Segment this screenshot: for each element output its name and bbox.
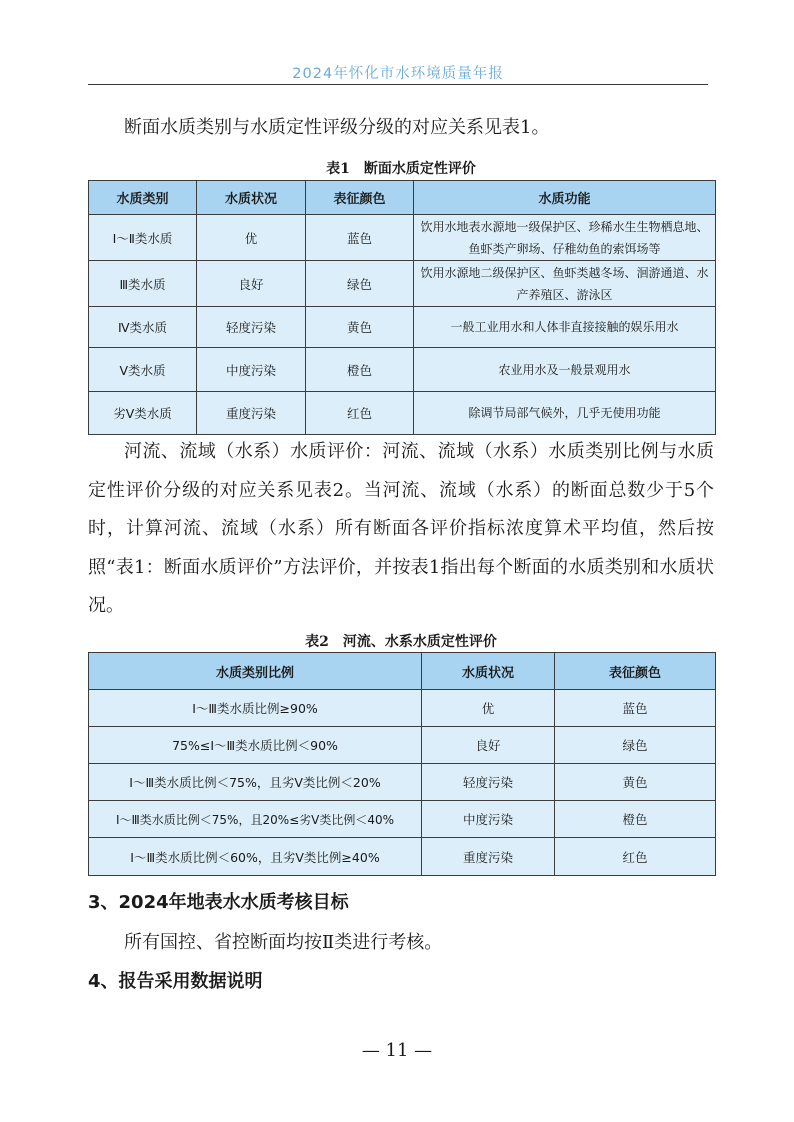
table-row bbox=[89, 215, 716, 261]
table-row bbox=[89, 838, 716, 876]
table-cell: Ⅴ类水质 bbox=[89, 348, 197, 392]
table-cell: Ⅳ类水质 bbox=[89, 307, 197, 348]
table1-header-row bbox=[89, 181, 716, 215]
table-cell: 重度污染 bbox=[422, 838, 555, 876]
table-cell: 橙色 bbox=[306, 348, 414, 392]
section4-heading: 4、报告采用数据说明 bbox=[88, 971, 263, 992]
table-cell: 红色 bbox=[555, 838, 716, 876]
table-row bbox=[89, 392, 716, 435]
table1-header-cell: 表征颜色 bbox=[306, 181, 414, 215]
table-row bbox=[89, 348, 716, 392]
table-cell: Ⅰ～Ⅲ类水质比例≥90% bbox=[89, 690, 422, 727]
table2-header-cell: 水质类别比例 bbox=[89, 653, 422, 690]
table-cell: 蓝色 bbox=[555, 690, 716, 727]
table-cell: 橙色 bbox=[555, 801, 716, 838]
table-row bbox=[89, 727, 716, 764]
section3-heading: 3、2024年地表水水质考核目标 bbox=[88, 892, 349, 913]
table-cell: 优 bbox=[197, 215, 306, 261]
river-evaluation-paragraph: 河流、流域（水系）水质评价：河流、流域（水系）水质类别比例与水质定性评价分级的对应关系见表2。当河流、流域（水系）的断面总数少于5个时，计算河流、流域（水系）所有断面各评价指标浓度算术平均值，然后按照“表1：断面水质评价”方法评价，并按表1指出每个断面的水质类别和水质状况。 bbox=[88, 441, 714, 616]
table-cell: 绿色 bbox=[555, 727, 716, 764]
table-cell: 饮用水地表水源地一级保护区、珍稀水生生物栖息地、鱼虾类产卵场、仔稚幼鱼的索饵场等 bbox=[414, 215, 716, 261]
table-cell: 中度污染 bbox=[197, 348, 306, 392]
table-cell: 重度污染 bbox=[197, 392, 306, 435]
table-row bbox=[89, 801, 716, 838]
table1-caption: 表1 断面水质定性评价 bbox=[326, 161, 476, 177]
table2-caption: 表2 河流、水系水质定性评价 bbox=[305, 634, 497, 650]
table-row bbox=[89, 764, 716, 801]
table-cell: 蓝色 bbox=[306, 215, 414, 261]
table-cell: 轻度污染 bbox=[422, 764, 555, 801]
table-cell: 除调节局部气候外，几乎无使用功能 bbox=[414, 392, 716, 435]
table2 bbox=[88, 652, 716, 876]
table-cell: 绿色 bbox=[306, 261, 414, 307]
table1-header-cell: 水质功能 bbox=[414, 181, 716, 215]
table-cell: 优 bbox=[422, 690, 555, 727]
table-cell: Ⅲ类水质 bbox=[89, 261, 197, 307]
table2-header-cell: 表征颜色 bbox=[555, 653, 716, 690]
table-row bbox=[89, 690, 716, 727]
table1-header-cell: 水质类别 bbox=[89, 181, 197, 215]
table-cell: 中度污染 bbox=[422, 801, 555, 838]
table-cell: 黄色 bbox=[306, 307, 414, 348]
table-cell: 良好 bbox=[422, 727, 555, 764]
intro-paragraph: 断面水质类别与水质定性评级分级的对应关系见表1。 bbox=[124, 117, 550, 138]
table1-header-cell: 水质状况 bbox=[197, 181, 306, 215]
table-cell: 75%≤Ⅰ～Ⅲ类水质比例＜90% bbox=[89, 727, 422, 764]
table-cell: 轻度污染 bbox=[197, 307, 306, 348]
table-row bbox=[89, 261, 716, 307]
table-cell: 黄色 bbox=[555, 764, 716, 801]
table-cell: 农业用水及一般景观用水 bbox=[414, 348, 716, 392]
table-cell: 劣Ⅴ类水质 bbox=[89, 392, 197, 435]
table-cell: Ⅰ～Ⅱ类水质 bbox=[89, 215, 197, 261]
section3-body: 所有国控、省控断面均按Ⅱ类进行考核。 bbox=[124, 932, 443, 953]
table-cell: 良好 bbox=[197, 261, 306, 307]
header-rule bbox=[88, 84, 708, 85]
table2-header-cell: 水质状况 bbox=[422, 653, 555, 690]
table-cell: 饮用水源地二级保护区、鱼虾类越冬场、洄游通道、水产养殖区、游泳区 bbox=[414, 261, 716, 307]
table-row bbox=[89, 307, 716, 348]
table-cell: Ⅰ～Ⅲ类水质比例＜60%，且劣Ⅴ类比例≥40% bbox=[89, 838, 422, 876]
table2-header-row bbox=[89, 653, 716, 690]
table-cell: 红色 bbox=[306, 392, 414, 435]
table-cell: Ⅰ～Ⅲ类水质比例＜75%，且劣Ⅴ类比例＜20% bbox=[89, 764, 422, 801]
table-cell: 一般工业用水和人体非直接接触的娱乐用水 bbox=[414, 307, 716, 348]
page-number: — 11 — bbox=[361, 1040, 433, 1061]
table1 bbox=[88, 180, 716, 435]
table-cell: Ⅰ～Ⅲ类水质比例＜75%，且20%≤劣Ⅴ类比例＜40% bbox=[89, 801, 422, 838]
running-header: 2024年怀化市水环境质量年报 bbox=[292, 66, 504, 82]
